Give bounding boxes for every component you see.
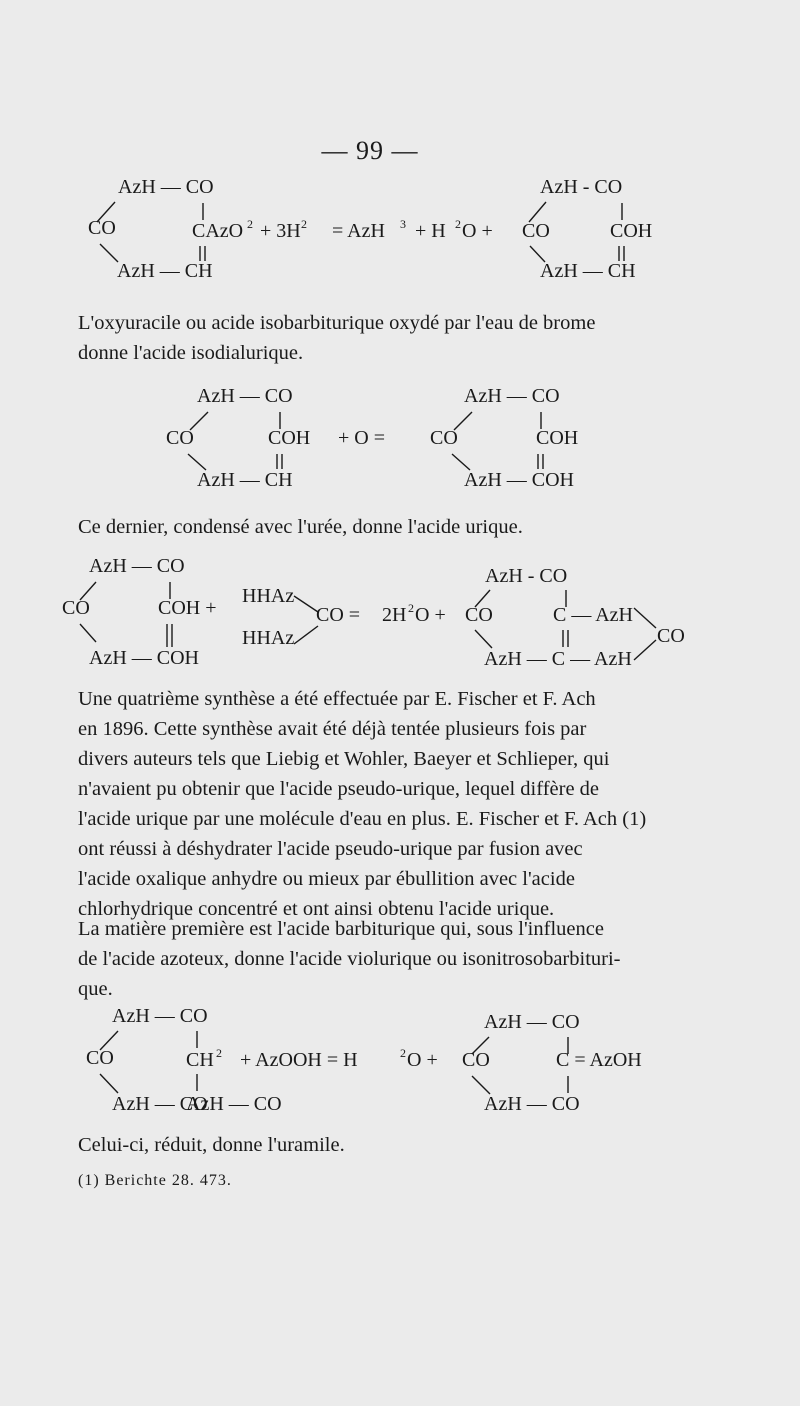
formula-oxyuracile-reaction — [0, 170, 800, 290]
formula-sup: 2 — [216, 1046, 222, 1060]
bond-line — [100, 244, 118, 262]
formula-sup: 2 — [455, 217, 461, 231]
bond-line — [100, 1074, 118, 1093]
formula-text: O + — [407, 1049, 438, 1071]
formula-text: + H — [415, 220, 446, 242]
text-line: Celui-ci, réduit, donne l'uramile. — [78, 1134, 345, 1156]
formula-text: AzH — CO — [464, 385, 560, 407]
paragraph-quatrieme-synthese — [78, 684, 690, 924]
formula-text: AzH — CO — [89, 555, 185, 577]
formula-text: HHAz — [242, 585, 295, 607]
formula-text: CH — [186, 1049, 214, 1071]
formula-text: 2H — [382, 604, 407, 626]
bond-line — [634, 608, 656, 628]
formula-acide-violurique — [0, 1000, 800, 1125]
formula-text: AzH — COH — [464, 469, 574, 491]
formula-text: COH — [610, 220, 653, 242]
formula-sup: 2 — [301, 217, 307, 231]
formula-isodialurique — [0, 372, 800, 492]
formula-sup: 3 — [400, 217, 406, 231]
page-number: — 99 — — [321, 136, 419, 165]
bond-line — [529, 202, 546, 222]
formula-text: CO — [522, 220, 550, 242]
paragraph-oxyuracile — [78, 308, 690, 368]
formula-text: COH — [268, 427, 311, 449]
text-line: L'oxyuracile ou acide isobarbiturique oxydé par l'eau de brome — [78, 312, 596, 334]
text-line: Une quatrième synthèse a été effectuée par E. Fischer et F. Ach — [78, 688, 596, 710]
formula-text: AzH — CH — [197, 469, 293, 491]
formula-text: AzH — C — AzH — [484, 648, 632, 670]
formula-text: O + — [415, 604, 446, 626]
formula-text: CO — [86, 1047, 114, 1069]
formula-text: AzH — COH — [89, 647, 199, 669]
formula-text: + AzOOH = H — [240, 1049, 358, 1071]
text-line: l'acide oxalique anhydre ou mieux par ébullition avec l'acide — [78, 868, 575, 890]
bond-line — [475, 630, 492, 648]
formula-text: CO = — [316, 604, 361, 626]
formula-text: COH — [536, 427, 579, 449]
formula-text: HHAz — [242, 627, 295, 649]
formula-text: AzH — CO — [112, 1005, 208, 1027]
formula-text: COH + — [158, 597, 217, 619]
formula-text: AzH - CO — [485, 565, 568, 587]
formula-text: AzH — CH — [117, 260, 213, 282]
bond-line — [452, 454, 470, 470]
text-line: chlorhydrique concentré et ont ainsi obtenu l'acide urique. — [78, 898, 555, 920]
formula-text: CO — [657, 625, 685, 647]
formula-text: AzH — CO — [112, 1093, 208, 1115]
bond-line — [294, 596, 318, 612]
formula-text: AzH — CO — [484, 1093, 580, 1115]
formula-text: CO — [88, 217, 116, 239]
formula-text: AzH — CO — [118, 176, 214, 198]
formula-text: AzH — CO — [197, 385, 293, 407]
bond-line — [472, 1076, 490, 1094]
formula-acide-urique — [0, 552, 800, 677]
text-line: l'acide urique par une molécule d'eau en plus. E. Fischer et F. Ach (1) — [78, 808, 647, 830]
formula-text: = AzH — [332, 220, 385, 242]
text-line: divers auteurs tels que Liebig et Wohler, Baeyer et Schlieper, qui — [78, 748, 610, 770]
formula-sup: 2 — [400, 1046, 406, 1060]
formula-text: CO — [430, 427, 458, 449]
formula-text: CO — [465, 604, 493, 626]
text-line: que. — [78, 978, 113, 1000]
paragraph-ce-dernier — [78, 512, 690, 542]
formula-text: AzH — CH — [540, 260, 636, 282]
formula-text: CO — [166, 427, 194, 449]
formula-text: C — AzH — [553, 604, 633, 626]
formula-text: CAzO — [192, 220, 244, 242]
formula-text: CO — [62, 597, 90, 619]
text-line: en 1896. Cette synthèse avait été déjà tentée plusieurs fois par — [78, 718, 587, 740]
formula-text: O + — [462, 220, 493, 242]
bond-line — [188, 454, 206, 470]
text-line: La matière première est l'acide barbiturique qui, sous l'influence — [78, 918, 604, 940]
formula-text: AzH — CO — [484, 1011, 580, 1033]
bond-line — [80, 624, 96, 642]
text-line: donne l'acide isodialurique. — [78, 342, 304, 364]
text-line: Ce dernier, condensé avec l'urée, donne l'acide urique. — [78, 516, 523, 538]
bond-line — [294, 626, 318, 644]
text-line: de l'acide azoteux, donne l'acide violurique ou isonitrosobarbituri- — [78, 948, 621, 970]
paragraph-celui-ci — [78, 1130, 690, 1160]
formula-text: + 3H — [260, 220, 301, 242]
formula-text: AzH - CO — [540, 176, 623, 198]
bond-line — [634, 640, 656, 660]
formula-sup: 2 — [247, 217, 253, 231]
formula-text: AzH — CO — [186, 1093, 282, 1115]
formula-sup: 2 — [408, 601, 414, 615]
formula-text: + O = — [338, 427, 386, 449]
footnote: (1) Berichte 28. 473. — [78, 1172, 232, 1189]
text-line: ont réussi à déshydrater l'acide pseudo-urique par fusion avec — [78, 838, 583, 860]
paragraph-matiere-premiere — [78, 914, 690, 1004]
formula-text: C = AzOH — [556, 1049, 642, 1071]
text-line: n'avaient pu obtenir que l'acide pseudo-urique, lequel diffère de — [78, 778, 600, 800]
formula-text: CO — [462, 1049, 490, 1071]
